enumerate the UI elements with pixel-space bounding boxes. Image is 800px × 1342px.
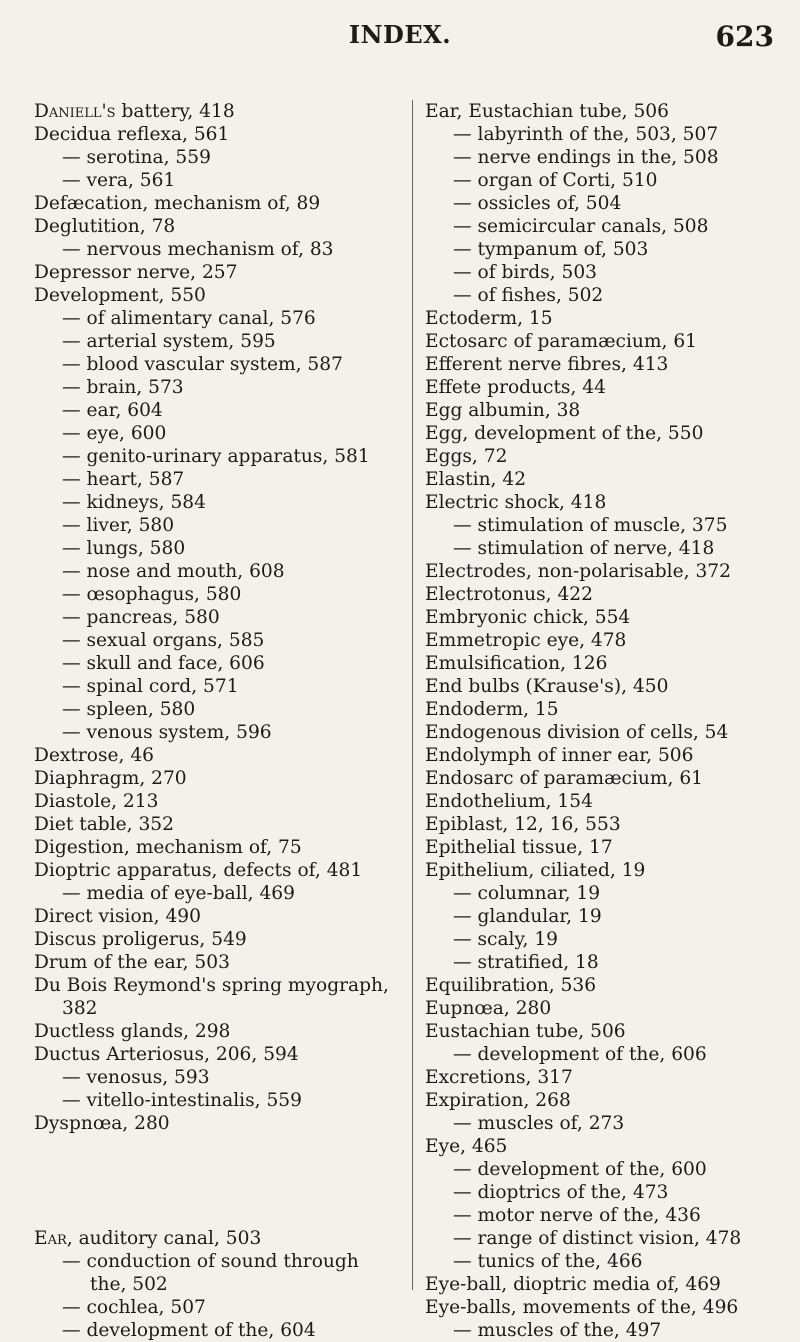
index-subentry: — development of the, 606 (453, 1044, 707, 1065)
index-subentry: — labyrinth of the, 503, 507 (453, 124, 719, 145)
index-subentry: — lungs, 580 (62, 538, 186, 559)
index-entry: Eustachian tube, 506 (425, 1021, 626, 1042)
index-entry: Dextrose, 46 (34, 745, 154, 766)
index-entry: Ectoderm, 15 (425, 308, 553, 329)
index-subentry: — columnar, 19 (453, 883, 601, 904)
index-subentry: — glandular, 19 (453, 906, 602, 927)
index-entry: Eye, 465 (425, 1136, 508, 1157)
index-entry: Electrotonus, 422 (425, 584, 593, 605)
page-header (0, 20, 800, 60)
index-entry: Excretions, 317 (425, 1067, 573, 1088)
index-entry: Eupnœa, 280 (425, 998, 552, 1019)
index-subentry: — tympanum of, 503 (453, 239, 649, 260)
index-subentry: — stratified, 18 (453, 952, 599, 973)
index-entry: Embryonic chick, 554 (425, 607, 631, 628)
index-entry: Endogenous division of cells, 54 (425, 722, 729, 743)
index-entry: Deglutition, 78 (34, 216, 176, 237)
index-subentry: — liver, 580 (62, 515, 175, 536)
index-subentry: — of birds, 503 (453, 262, 597, 283)
index-entry: Eye-ball, dioptric media of, 469 (425, 1274, 721, 1295)
index-entry: Effete products, 44 (425, 377, 606, 398)
index-entry: Daniell's battery, 418 (34, 101, 235, 122)
index-entry: Epithelium, ciliated, 19 (425, 860, 646, 881)
index-subentry: — venous system, 596 (62, 722, 272, 743)
index-subentry: — tunics of the, 466 (453, 1251, 643, 1272)
index-subentry: — muscles of, 273 (453, 1113, 625, 1134)
index-subentry: — heart, 587 (62, 469, 185, 490)
index-subentry: — cochlea, 507 (62, 1297, 206, 1318)
index-entry: Decidua reflexa, 561 (34, 124, 230, 145)
index-subentry: — development of the, 604 (62, 1320, 316, 1341)
index-subentry: — vera, 561 (62, 170, 176, 191)
index-subentry: — ear, 604 (62, 400, 163, 421)
index-subentry: — spinal cord, 571 (62, 676, 239, 697)
index-entry: Discus proligerus, 549 (34, 929, 247, 950)
index-entry: Efferent nerve fibres, 413 (425, 354, 669, 375)
index-entry: Egg albumin, 38 (425, 400, 581, 421)
index-subentry: — of alimentary canal, 576 (62, 308, 316, 329)
index-entry: Endoderm, 15 (425, 699, 559, 720)
index-subentry: — brain, 573 (62, 377, 184, 398)
index-subentry: — ossicles of, 504 (453, 193, 622, 214)
index-subentry: — œsophagus, 580 (62, 584, 242, 605)
index-subentry: — media of eye-ball, 469 (62, 883, 295, 904)
index-subentry: — nerve endings in the, 508 (453, 147, 719, 168)
column-spacer (34, 1181, 390, 1227)
index-entry: Ear, auditory canal, 503 (34, 1228, 262, 1249)
index-entry: Diaphragm, 270 (34, 768, 187, 789)
index-entry: End bulbs (Krause's), 450 (425, 676, 669, 697)
page-title: INDEX. (348, 20, 452, 49)
index-entry: Drum of the ear, 503 (34, 952, 230, 973)
index-subentry: — development of the, 600 (453, 1159, 707, 1180)
index-subentry: — range of distinct vision, 478 (453, 1228, 742, 1249)
index-entry: Ductus Arteriosus, 206, 594 (34, 1044, 299, 1065)
index-subentry: — pancreas, 580 (62, 607, 220, 628)
index-entry: Defæcation, mechanism of, 89 (34, 193, 321, 214)
index-entry: Epiblast, 12, 16, 553 (425, 814, 621, 835)
index-entry: Equilibration, 536 (425, 975, 597, 996)
index-subentry: — nervous mechanism of, 83 (62, 239, 334, 260)
index-entry: Egg, development of the, 550 (425, 423, 704, 444)
index-entry: Emulsification, 126 (425, 653, 608, 674)
index-entry: Eye-balls, movements of the, 496 (425, 1297, 739, 1318)
index-column-left (34, 100, 390, 1342)
index-subentry: the, 502 (90, 1274, 168, 1295)
index-subentry: — motor nerve of the, 436 (453, 1205, 701, 1226)
index-entry: Dioptric apparatus, defects of, 481 (34, 860, 363, 881)
index-subentry: — arterial system, 595 (62, 331, 276, 352)
index-entry: Electric shock, 418 (425, 492, 607, 513)
index-entry: Endothelium, 154 (425, 791, 593, 812)
index-entry: Depressor nerve, 257 (34, 262, 238, 283)
index-subentry: — organ of Corti, 510 (453, 170, 658, 191)
index-subentry: — skull and face, 606 (62, 653, 265, 674)
index-subentry: — sexual organs, 585 (62, 630, 265, 651)
index-subentry: — kidneys, 584 (62, 492, 206, 513)
index-entry: Epithelial tissue, 17 (425, 837, 613, 858)
page-number: 623 (715, 20, 774, 53)
index-entry: Emmetropic eye, 478 (425, 630, 627, 651)
index-subentry: — stimulation of nerve, 418 (453, 538, 715, 559)
index-entry: Digestion, mechanism of, 75 (34, 837, 302, 858)
index-entry: Electrodes, non-polarisable, 372 (425, 561, 731, 582)
index-subentry: — eye, 600 (62, 423, 167, 444)
index-subentry: — dioptrics of the, 473 (453, 1182, 669, 1203)
index-subentry: — scaly, 19 (453, 929, 559, 950)
column-spacer (34, 1135, 390, 1181)
index-subentry: — genito-urinary apparatus, 581 (62, 446, 370, 467)
index-subentry: — vitello-intestinalis, 559 (62, 1090, 302, 1111)
index-entry: Ectosarc of paramæcium, 61 (425, 331, 697, 352)
index-entry: Endosarc of paramæcium, 61 (425, 768, 703, 789)
index-subentry: 382 (62, 998, 98, 1019)
index-entry: Elastin, 42 (425, 469, 527, 490)
index-column-right (412, 100, 800, 1341)
index-subentry: — venosus, 593 (62, 1067, 210, 1088)
index-entry: Dyspnœa, 280 (34, 1113, 170, 1134)
index-entry: Ear, Eustachian tube, 506 (425, 101, 669, 122)
index-subentry: — conduction of sound through (62, 1251, 359, 1272)
index-entry: Eggs, 72 (425, 446, 508, 467)
index-entry: Diet table, 352 (34, 814, 174, 835)
index-subentry: — serotina, 559 (62, 147, 211, 168)
index-entry: Du Bois Reymond's spring myograph, (34, 975, 389, 996)
entry-lead-word: Daniell's (34, 101, 116, 122)
index-subentry: — spleen, 580 (62, 699, 196, 720)
entry-lead-word: Ear, (34, 1228, 73, 1249)
index-entry: Diastole, 213 (34, 791, 159, 812)
index-subentry: — muscles of the, 497 (453, 1320, 662, 1341)
index-entry: Endolymph of inner ear, 506 (425, 745, 694, 766)
index-entry: Development, 550 (34, 285, 206, 306)
index-entry: Direct vision, 490 (34, 906, 201, 927)
index-entry: Expiration, 268 (425, 1090, 571, 1111)
index-subentry: — nose and mouth, 608 (62, 561, 285, 582)
index-subentry: — stimulation of muscle, 375 (453, 515, 728, 536)
index-subentry: — semicircular canals, 508 (453, 216, 709, 237)
index-subentry: — blood vascular system, 587 (62, 354, 343, 375)
index-subentry: — of fishes, 502 (453, 285, 604, 306)
index-entry: Ductless glands, 298 (34, 1021, 231, 1042)
